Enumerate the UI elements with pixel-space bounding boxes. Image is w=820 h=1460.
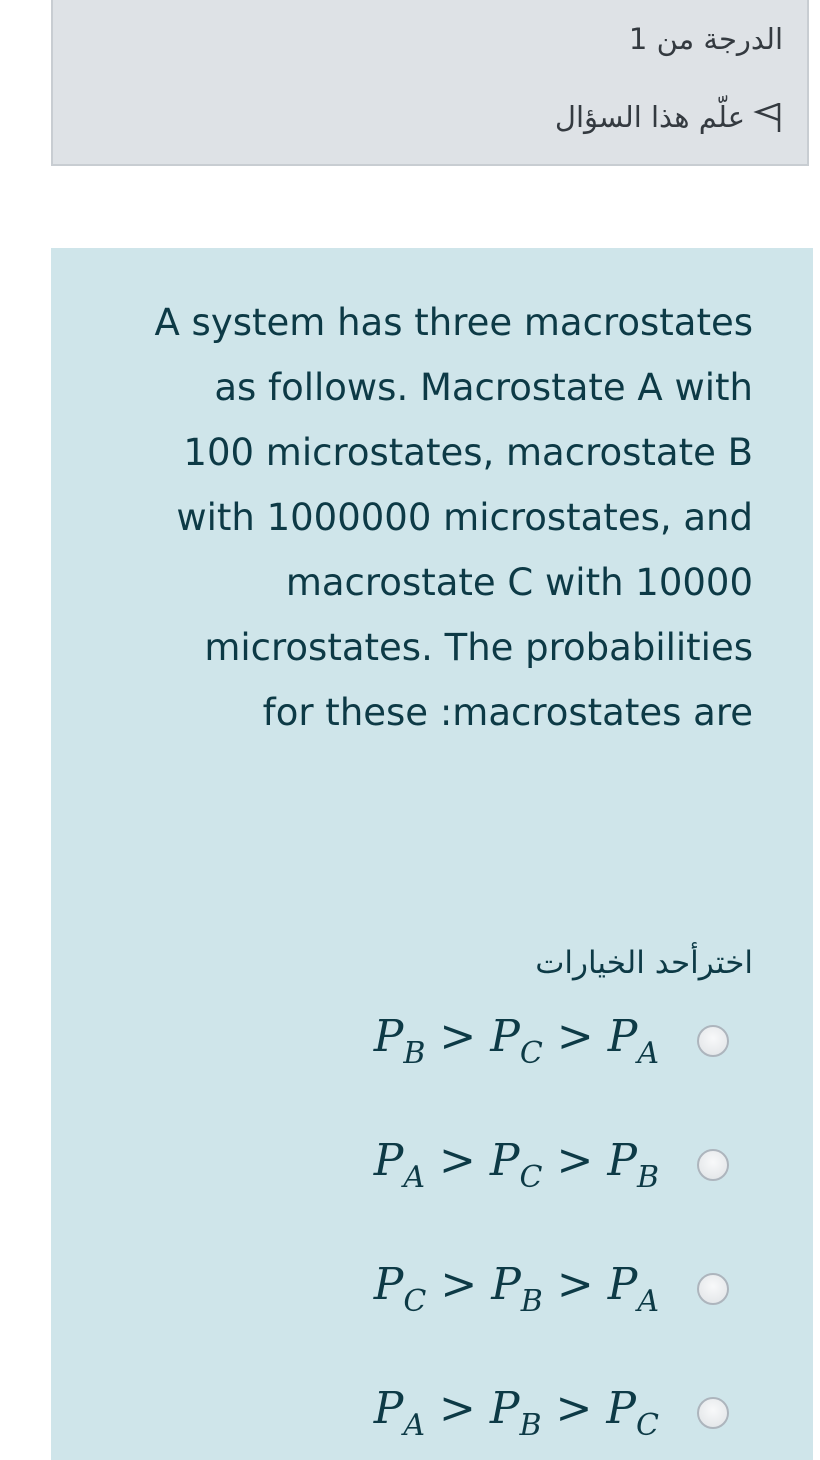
question-info-panel <box>51 0 809 166</box>
answer-option-1[interactable] <box>374 1011 729 1071</box>
option-1-expression: $P_B > P_C > P_A$ <box>373 1011 659 1071</box>
option-4-expression: $P_A > P_B > P_C$ <box>373 1383 659 1443</box>
option-4-radio[interactable] <box>697 1397 729 1429</box>
option-2-expression: $P_A > P_C > P_B$ <box>373 1135 659 1195</box>
option-3-expression: $P_C > P_B > P_A$ <box>373 1259 659 1319</box>
answer-option-4[interactable] <box>374 1383 729 1443</box>
answer-prompt: اخترأحد الخيارات <box>535 945 753 981</box>
flag-question-link[interactable] <box>555 100 783 134</box>
option-1-radio[interactable] <box>697 1025 729 1057</box>
answer-option-3[interactable] <box>374 1259 729 1319</box>
answer-option-2[interactable] <box>374 1135 729 1195</box>
question-text: A system has three macrostates as follows. Macrostate A with 100 microstates, macrostate B with 1000000 microstates, and macrostate C with 10000 microstates. The probabilities for these :macrostates are <box>154 301 753 734</box>
option-2-radio[interactable] <box>697 1149 729 1181</box>
flag-outline-icon <box>753 100 783 134</box>
option-3-radio[interactable] <box>697 1273 729 1305</box>
flag-question-label: علّم هذا السؤال <box>554 100 745 134</box>
question-panel <box>51 248 813 1460</box>
grade-label: الدرجة من 1 <box>628 22 783 56</box>
